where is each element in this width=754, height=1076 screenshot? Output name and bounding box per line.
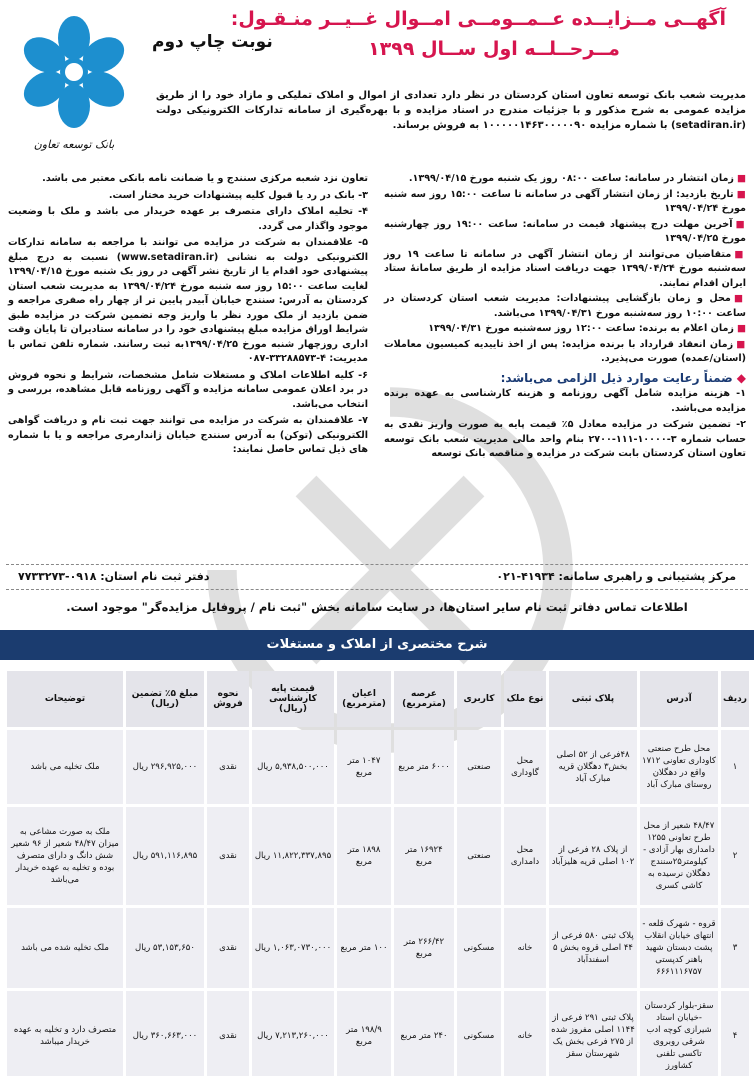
condition-item: تعاون نزد شعبه مرکزی سنندج و یا ضمانت نامه بانکی معتبر می باشد. <box>42 173 368 184</box>
column-header: ردیف <box>721 671 749 727</box>
bullet-item: ■آخرین مهلت درج پیشنهاد قیمت در سامانه: ساعت ۱۹:۰۰ روز چهارشنبه مورخ ۱۳۹۹/۰۴/۲۵ <box>384 218 747 244</box>
column-header: آدرس <box>640 671 718 727</box>
table-cell: ۱۹۸/۹ متر مربع <box>337 991 391 1076</box>
title-line-2: مــرحــلــه اول ســال ۱۳۹۹ <box>368 38 620 60</box>
right-column <box>384 172 746 464</box>
table-cell: ۱۶۹۲۴ متر مربع <box>394 807 454 905</box>
table-cell: ۷,۲۱۳,۲۶۰,۰۰۰ ریال <box>252 991 334 1076</box>
table-cell: صنعتی <box>457 807 501 905</box>
table-cell: محل دامداری <box>504 807 546 905</box>
support-bar <box>6 564 748 590</box>
flower-logo-icon <box>10 10 140 138</box>
table-cell: ملک به صورت مشاعی به میزان ۴۸/۴۷ شعیر از ۹۶ شعیر شش دانگ و دارای متصرف بوده و تخلیه به عهده خریدار می‌باشد <box>7 807 123 905</box>
table-cell: ۳ <box>721 908 749 988</box>
table-cell: ۵۳,۱۵۳,۶۵۰ ریال <box>126 908 204 988</box>
bullet-item: ■زمان اعلام به برنده: ساعت ۱۲:۰۰ روز سه‌شنبه مورخ ۱۳۹۹/۰۴/۳۱ <box>428 323 746 334</box>
condition-item: ۱- هزینه مزایده شامل آگهی روزنامه و هزینه کارشناسی به عهده برنده مزایده می‌باشد. <box>384 388 746 414</box>
table-cell: ۵۹۱,۱۱۶,۸۹۵ ریال <box>126 807 204 905</box>
table-cell: ۲۶۶/۴۲ متر مربع <box>394 908 454 988</box>
support-center: مرکز پشتیبانی و راهبری سامانه: ۴۱۹۳۴-۰۲۱ <box>496 570 736 583</box>
table-cell: ۱,۰۶۳,۰۷۳۰,۰۰۰ ریال <box>252 908 334 988</box>
column-header: پلاک ثبتی <box>549 671 637 727</box>
table-header-row <box>7 671 749 727</box>
table-cell: ۱۰۰ متر مربع <box>337 908 391 988</box>
table-cell: نقدی <box>207 991 249 1076</box>
column-header: کاربری <box>457 671 501 727</box>
column-header: مبلغ ۵٪ تضمین (ریال) <box>126 671 204 727</box>
table-cell: ۲۴۰ متر مربع <box>394 991 454 1076</box>
table-cell: ۴۸فرعی از ۵۲ اصلی بخش۳ دهگلان قریه مبارک آباد <box>549 730 637 804</box>
column-header: قیمت پایه کارشناسی (ریال) <box>252 671 334 727</box>
header <box>0 0 754 165</box>
table-cell: ۲۹۶,۹۲۵,۰۰۰ ریال <box>126 730 204 804</box>
table-cell: ۵,۹۳۸,۵۰۰,۰۰۰ ریال <box>252 730 334 804</box>
table-cell: از پلاک ۲۸ فرعی از ۱۰۲ اصلی قریه هلیزآباد <box>549 807 637 905</box>
table-cell: ۲ <box>721 807 749 905</box>
table-cell: ملک تخلیه می باشد <box>7 730 123 804</box>
table-cell: پلاک ثبتی ۵۸۰ فرعی از ۴۴ اصلی قروه بخش ۵ اسفندآباد <box>549 908 637 988</box>
table-cell: ۳۶۰,۶۶۳,۰۰۰ ریال <box>126 991 204 1076</box>
table-cell: مسکونی <box>457 991 501 1076</box>
table-title: شرح مختصری از املاک و مستغلات <box>0 630 754 660</box>
condition-item: ۳- بانک در رد یا قبول کلیه پیشنهادات خرید مختار است. <box>108 189 368 201</box>
column-header: اعیان (مترمربع) <box>337 671 391 727</box>
table-cell: ملک تخلیه شده می باشد <box>7 908 123 988</box>
bullet-item: ■زمان انتشار در سامانه: ساعت ۰۸:۰۰ روز یک شنبه مورخ ۱۳۹۹/۰۴/۱۵. <box>408 173 746 184</box>
table-row <box>7 908 749 988</box>
column-header: نوع ملک <box>504 671 546 727</box>
table-row <box>7 991 749 1076</box>
table-row <box>7 807 749 905</box>
bank-logo <box>10 10 140 160</box>
table-cell: ۴۸/۴۷ شعیر از محل طرح تعاونی ۱۲۵۵ دامداری بهار آزادی - کیلومتر۲۵سنندج دهگلان نرسیده به کاشی کسری <box>640 807 718 905</box>
table-cell: محل طرح صنعتی کاوداری تعاونی ۱۷۱۲ واقع در دهگلان روستای مبارک آباد <box>640 730 718 804</box>
table-cell: ۱۸۹۸ متر مربع <box>337 807 391 905</box>
table-cell: نقدی <box>207 730 249 804</box>
table-cell: خانه <box>504 908 546 988</box>
table-cell: ۶۰۰۰ متر مربع <box>394 730 454 804</box>
condition-item: ۷- علاقمندان به شرکت در مزایده می توانند جهت ثبت نام و دریافت گواهی الکترونیکی (توکن) به آدرس سنندج خیابان ژاندارمری مراجعه و یا با شماره های ذیل تماس حاصل نمایند: <box>8 415 368 455</box>
table-row <box>7 730 749 804</box>
table-cell: قروه - شهرک قلعه - انتهای خیابان انقلاب پشت دبستان شهید باهنر کدپستی ۶۶۶۱۱۱۶۷۵۷ <box>640 908 718 988</box>
table-cell: نقدی <box>207 908 249 988</box>
logo-text: بانک توسعه تعاون <box>33 138 115 151</box>
table-cell: صنعتی <box>457 730 501 804</box>
title-line-1: آگهــی مــزایــده عــمــومــی امــوال غــیــر منـقـول: <box>230 8 726 30</box>
table-cell: ۱۰۴۷ متر مربع <box>337 730 391 804</box>
table-cell: پلاک ثبتی ۲۹۱ فرعی از ۱۱۴۴ اصلی مفروز شده از ۲۷۵ فرعی بخش یک شهرستان سقز <box>549 991 637 1076</box>
bullet-item: ■محل و زمان بازگشایی پیشنهادات: مدیریت شعب استان کردستان در ساعت ۱۰:۰۰ روز سه‌شنبه مورخ ۱۳۹۹/۰۴/۳۱ می‌باشد. <box>384 293 746 319</box>
column-header: توضیحات <box>7 671 123 727</box>
column-header: عرصه (مترمربع) <box>394 671 454 727</box>
column-header: نحوه فروش <box>207 671 249 727</box>
contact-note: اطلاعات تماس دفاتر ثبت نام سایر استان‌ها، در سایت سامانه بخش "ثبت نام / پروفایل مزایده‌گر" موجود است. <box>66 600 688 614</box>
bullet-item: ■متقاضیان می‌توانند از زمان انتشار آگهی در سامانه تا ساعت ۱۹ روز سه‌شنبه مورخ ۱۳۹۹/۰۴/۲۴ جهت دریافت اسناد مزایده از طریق سامانهٔ ستاد ایران اقدام نمایند. <box>384 248 746 289</box>
reprint-label: نوبت چاپ دوم <box>152 32 273 52</box>
bullet-item: ■زمان انعقاد قرارداد با برنده مزایده: پس از اخذ تاییدیه کمیسیون معاملات (استان/عمده) صورت می‌پذیرد. <box>384 338 746 364</box>
table-cell: خانه <box>504 991 546 1076</box>
registration-office: دفتر ثبت نام استان: ۰۹۱۸-۷۷۳۳۲۷۳ <box>18 570 210 583</box>
condition-item: ۶- کلیه اطلاعات املاک و مستغلات شامل مشخصات، شرایط و نحوه فروش در برد اعلان عمومی سامانه مزایده و آگهی روزنامه قابل مشاهده، بررسی و انتخاب می‌باشد. <box>8 369 368 410</box>
table-cell: سقز-بلوار کردستان -خیابان استاد شیرازی کوچه ادب شرقی روبروی تاکسی تلفنی کشاورز <box>640 991 718 1076</box>
condition-item: ۵- علاقمندان به شرکت در مزایده می توانند با مراجعه به سامانه تدارکات الکترونیکی دولت به نشانی (www.setadiran.ir) نسبت به درج مبلغ پیشنهادی خود اقدام یا از تاریخ نشر آگهی در روز یک شنبه مورخ ۱۳۹۹/۰۴/۱۵ لغایت ساعت ۱۵:۰۰ روز سه شنبه مورخ ۱۳۹۹/۰۴/۲۴ به مدیریت شعب استان کردستان به آدرس: سنندج خیابان آبیدر پایین تر از چهار راه صفری مراجعه و ضمن بازدید از ملک مورد نظر با واریز وجه تضمین شرکت در مزایده طبق شرایط اوراق مزایده مبلغ پیشنهادی خود را در سامانه ستادیران تا پایان وقت اداری روزچهار شنبه مورخ ۱۳۹۹/۰۴/۲۵به ثبت رسانند. شماره تلفن تماس با مدیریت: ۴-۳۳۲۸۸۵۷۳-۰۸۷ <box>8 237 368 364</box>
table-cell: نقدی <box>207 807 249 905</box>
properties-table <box>4 668 752 1076</box>
left-column <box>8 172 368 460</box>
condition-item: ۴- تخلیه املاک دارای متصرف بر عهده خریدار می باشد و ملک با وضعیت موجود واگذار می گردد. <box>8 206 368 232</box>
table-cell: محل گاوداری <box>504 730 546 804</box>
table-cell: متصرف دارد و تخلیه به عهده خریدار میباشد <box>7 991 123 1076</box>
table-cell: ۱ <box>721 730 749 804</box>
mandatory-title: ◆ضمناً رعایت موارد ذیل الزامی می‌باشد: <box>500 370 746 385</box>
table-cell: ۱۱,۸۲۲,۳۳۷,۸۹۵ ریال <box>252 807 334 905</box>
condition-item: ۲- تضمین شرکت در مزایده معادل ۵٪ قیمت پایه به صورت واریز نقدی به حساب شماره ۳-۱۰۰۰۰-۱۱۱-۲۷۰۰ بنام واحد مالی مدیریت شعب بانک توسعه تعاون استان کردستان بابت شرکت در مزایده و مناقصه بانک توسعه <box>384 419 746 459</box>
table-cell: مسکونی <box>457 908 501 988</box>
table-cell: ۴ <box>721 991 749 1076</box>
intro-paragraph: مدیریت شعب بانک توسعه تعاون استان کردستان در نظر دارد تعدادی از اموال و املاک تملیکی و مازاد خود را از طریق مزایده عمومی به شرح مذکور و با جزئیات مندرج در اسناد مزایده و با بهره‌گیری از سامانه تدارکات الکترونیکی دولت (setadiran.ir) با شماره مزایده ۱۰۰۰۰۰۱۴۶۳۰۰۰۰۰۹۰ به فروش برساند. <box>156 90 746 131</box>
bullet-item: ■تاریخ بازدید: از زمان انتشار آگهی در سامانه تا ساعت ۱۵:۰۰ روز سه شنبه مورخ ۱۳۹۹/۰۴/۲۴ <box>384 188 746 214</box>
